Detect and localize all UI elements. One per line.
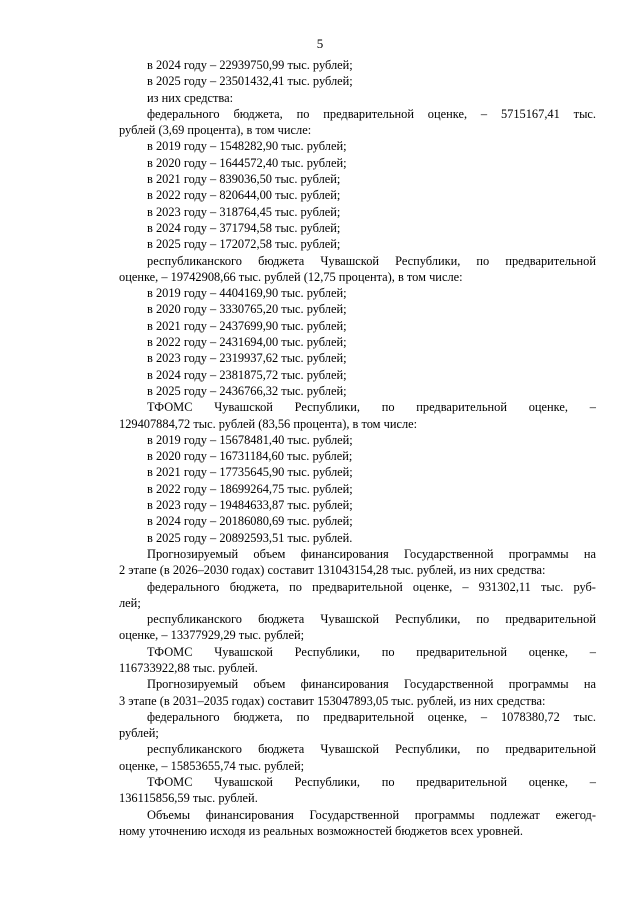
text-line [119, 399, 596, 415]
word: по [476, 612, 490, 627]
text-line: в 2021 году – 2437699,90 тыс. рублей; [147, 318, 347, 333]
word: на [583, 677, 596, 692]
word: по [476, 742, 490, 757]
word: Республики, [395, 253, 461, 268]
word: Государственной [403, 546, 494, 561]
word: предварительной [505, 253, 596, 268]
text-line: 136115856,59 тыс. рублей. [119, 791, 258, 806]
text-line: в 2024 году – 371794,58 тыс. рублей; [147, 220, 341, 235]
word: Чувашской [214, 644, 273, 659]
word: предварительной [416, 644, 507, 659]
word: по [381, 400, 395, 415]
text-line: в 2019 году – 15678481,40 тыс. рублей; [147, 432, 353, 447]
text-line: в 2019 году – 1548282,90 тыс. рублей; [147, 139, 347, 154]
word: программы [414, 807, 475, 822]
text-line: в 2022 году – 18699264,75 тыс. рублей; [147, 481, 353, 496]
text-line [119, 774, 596, 790]
text-line: ному уточнению исходя из реальных возможностей бюджетов всех уровней. [119, 823, 523, 838]
word: ежегод- [555, 807, 596, 822]
word: оценке, [427, 106, 468, 121]
word: бюджета [258, 742, 305, 757]
text-line: в 2021 году – 839036,50 тыс. рублей; [147, 172, 341, 187]
word: ТФОМС [147, 775, 193, 790]
text-line: в 2024 году – 20186080,69 тыс. рублей; [147, 514, 353, 529]
word: по [381, 644, 395, 659]
text-line: рублей (3,69 процента), в том числе: [119, 123, 312, 138]
text-line: в 2021 году – 17735645,90 тыс. рублей; [147, 465, 353, 480]
text-line [119, 579, 596, 595]
word: финансирования [205, 807, 294, 822]
word: – [589, 644, 596, 659]
word: – [480, 709, 488, 724]
word: Республики, [395, 612, 461, 627]
word: оценке, [412, 579, 453, 594]
word: оценке, [528, 644, 568, 659]
word: республиканского [147, 612, 242, 627]
word: бюджета [258, 253, 305, 268]
text-line [119, 676, 596, 692]
text-line: оценке, – 19742908,66 тыс. рублей (12,75 процента), в том числе: [119, 269, 463, 284]
word: по [381, 775, 395, 790]
word: руб- [573, 579, 596, 594]
word: предварительной [323, 106, 414, 121]
page-number: 5 [316, 36, 324, 51]
word: Республики, [294, 644, 360, 659]
text-line: в 2025 году – 172072,58 тыс. рублей; [147, 237, 341, 252]
word: предварительной [416, 400, 507, 415]
word: Прогнозируемый [147, 546, 239, 561]
text-line: в 2025 году – 23501432,41 тыс. рублей; [147, 74, 353, 89]
text-line: лей; [119, 595, 141, 610]
word: предварительной [323, 709, 414, 724]
text-line: в 2023 году – 2319937,62 тыс. рублей; [147, 351, 347, 366]
word: бюджета, [233, 106, 283, 121]
text-line: 3 этапе (в 2031–2035 годах) составит 153047893,05 тыс. рублей, из них средства: [119, 693, 546, 708]
word: республиканского [147, 742, 242, 757]
text-line: в 2025 году – 20892593,51 тыс. рублей. [147, 530, 353, 545]
text-line: в 2020 году – 3330765,20 тыс. рублей; [147, 302, 347, 317]
word: оценке, [528, 775, 568, 790]
word: по [476, 253, 490, 268]
text-line: оценке, – 15853655,74 тыс. рублей; [119, 758, 305, 773]
word: финансирования [300, 546, 389, 561]
text-line: 129407884,72 тыс. рублей (83,56 процента), в том числе: [119, 416, 418, 431]
word: Чувашской [320, 253, 380, 268]
text-line: в 2024 году – 2381875,72 тыс. рублей; [147, 367, 347, 382]
word: тыс. [573, 106, 596, 121]
word: программы [508, 677, 569, 692]
word: предварительной [416, 775, 507, 790]
word: объем [253, 677, 286, 692]
text-line: в 2019 году – 4404169,90 тыс. рублей; [147, 286, 347, 301]
word: оценке, [427, 709, 468, 724]
word: Объемы [147, 807, 191, 822]
text-line: в 2025 году – 2436766,32 тыс. рублей; [147, 383, 347, 398]
word: бюджета [258, 612, 305, 627]
word: Чувашской [214, 775, 273, 790]
text-line [119, 253, 596, 269]
text-line: из них средства: [147, 90, 234, 105]
word: финансирования [300, 677, 389, 692]
word: федерального [147, 709, 220, 724]
text-line: в 2020 году – 1644572,40 тыс. рублей; [147, 155, 347, 170]
word: Прогнозируемый [147, 677, 239, 692]
text-line [119, 611, 596, 627]
word: 931302,11 [478, 579, 531, 594]
word: – [589, 400, 596, 415]
text-line: 2 этапе (в 2026–2030 годах) составит 131043154,28 тыс. рублей, из них средства: [119, 563, 546, 578]
word: бюджета, [233, 709, 283, 724]
word: предварительной [312, 579, 403, 594]
word: Государственной [309, 807, 400, 822]
word: предварительной [505, 612, 596, 627]
word: Чувашской [320, 742, 380, 757]
word: подлежат [490, 807, 540, 822]
document-body [119, 57, 596, 839]
word: тыс. [573, 709, 596, 724]
word: Республики, [294, 400, 360, 415]
text-line: в 2022 году – 2431694,00 тыс. рублей; [147, 335, 347, 350]
text-line: 116733922,88 тыс. рублей. [119, 660, 258, 675]
word: – [480, 106, 488, 121]
text-line: в 2022 году – 820644,00 тыс. рублей; [147, 188, 341, 203]
word: Чувашской [320, 612, 380, 627]
word: федерального [147, 106, 220, 121]
word: на [583, 546, 596, 561]
word: республиканского [147, 253, 242, 268]
word: по [296, 709, 310, 724]
text-line [119, 807, 596, 823]
text-line: рублей; [119, 726, 159, 741]
word: Чувашской [214, 400, 273, 415]
text-line [119, 644, 596, 660]
word: – [589, 775, 596, 790]
word: предварительной [505, 742, 596, 757]
text-line [119, 106, 596, 122]
text-line: в 2023 году – 318764,45 тыс. рублей; [147, 204, 341, 219]
word: 5715167,41 [500, 106, 560, 121]
word: федерального [147, 579, 220, 594]
word: по [296, 106, 310, 121]
word: по [289, 579, 302, 594]
text-line [119, 741, 596, 757]
text-line: оценке, – 13377929,29 тыс. рублей; [119, 628, 305, 643]
text-line [119, 546, 596, 562]
text-line: в 2024 году – 22939750,99 тыс. рублей; [147, 58, 353, 72]
word: – [462, 579, 469, 594]
word: Государственной [403, 677, 494, 692]
word: объем [253, 546, 286, 561]
word: Республики, [294, 775, 360, 790]
word: Республики, [395, 742, 461, 757]
word: 1078380,72 [500, 709, 560, 724]
text-line: в 2023 году – 19484633,87 тыс. рублей; [147, 498, 353, 513]
word: оценке, [528, 400, 568, 415]
word: тыс. [540, 579, 564, 594]
word: программы [508, 546, 569, 561]
text-line: в 2020 году – 16731184,60 тыс. рублей; [147, 449, 353, 464]
text-line [119, 709, 596, 725]
word: ТФОМС [147, 400, 193, 415]
word: ТФОМС [147, 644, 193, 659]
word: бюджета, [229, 579, 280, 594]
